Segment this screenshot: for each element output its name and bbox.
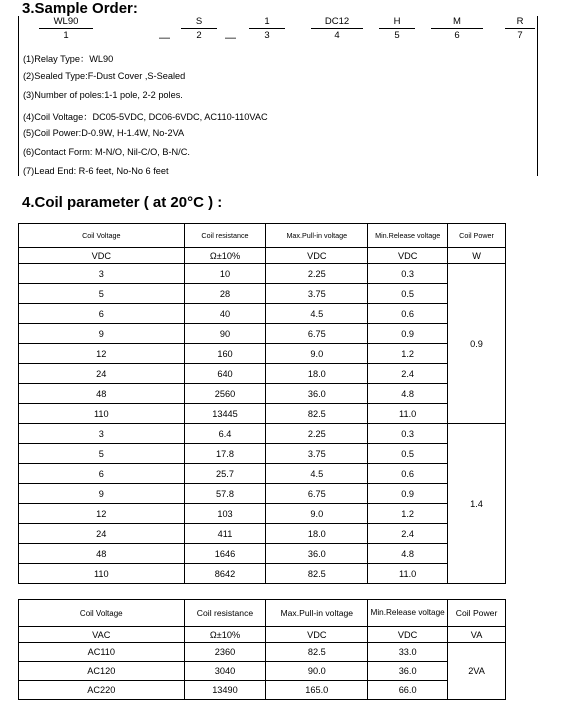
table-cell: 13445 <box>184 404 266 424</box>
table-cell: AC220 <box>19 681 185 700</box>
code-7: R 7 <box>505 16 535 41</box>
table-cell: 1.2 <box>368 344 448 364</box>
table-cell: 4.5 <box>266 304 368 324</box>
table-cell: 411 <box>184 524 266 544</box>
table-cell: 3 <box>19 264 185 284</box>
table-unit-row <box>19 248 506 264</box>
table-cell: 12 <box>19 344 185 364</box>
table-cell: 2360 <box>184 643 266 662</box>
table-row <box>19 662 506 681</box>
table-cell: 11.0 <box>368 404 448 424</box>
table-cell: 24 <box>19 364 185 384</box>
table-cell: 25.7 <box>184 464 266 484</box>
code-4: DC12 4 <box>311 16 363 41</box>
header-coil-voltage: Coil Voltage <box>19 224 185 248</box>
header-min-release: Min.Release voltage <box>368 600 448 627</box>
header-max-pull-in: Max.Pull-in voltage <box>266 224 368 248</box>
table-row <box>19 464 506 484</box>
table-cell: 165.0 <box>266 681 368 700</box>
order-line-1: (1)Relay Type：WL90 <box>23 54 114 64</box>
table-cell: 4.5 <box>266 464 368 484</box>
order-line-7: (7)Lead End: R-6 feet, No-No 6 feet <box>23 166 169 176</box>
order-line-3: (3)Number of poles:1-1 pole, 2-2 poles. <box>23 90 183 100</box>
order-line-6: (6)Contact Form: M-N/O, Nil-C/O, B-N/C. <box>23 147 190 157</box>
table-cell: 160 <box>184 344 266 364</box>
unit: VDC <box>266 248 368 264</box>
table-cell: 9 <box>19 324 185 344</box>
code-2: S 2 <box>181 16 217 41</box>
table-cell: 3.75 <box>266 284 368 304</box>
unit: Ω±10% <box>184 627 266 643</box>
table-cell: 9.0 <box>266 344 368 364</box>
table-cell: 36.0 <box>266 384 368 404</box>
table-cell: 4.8 <box>368 384 448 404</box>
table-row <box>19 264 506 284</box>
table-cell: 90 <box>184 324 266 344</box>
code-6: M 6 <box>431 16 483 41</box>
table-cell: 82.5 <box>266 404 368 424</box>
coil-parameter-title: 4.Coil parameter ( at 20°C ) : <box>22 194 223 211</box>
table-row <box>19 564 506 584</box>
unit: VDC <box>266 627 368 643</box>
code-3: 1 3 <box>249 16 285 41</box>
coil-power-cell: 2VA <box>448 643 506 700</box>
table-cell: 0.6 <box>368 464 448 484</box>
table-cell: 1646 <box>184 544 266 564</box>
table-cell: 13490 <box>184 681 266 700</box>
code-5: H 5 <box>379 16 415 41</box>
header-coil-resistance: Coil resistance <box>184 600 266 627</box>
table-cell: 0.5 <box>368 444 448 464</box>
table-cell: 18.0 <box>266 364 368 384</box>
table-row <box>19 324 506 344</box>
dash: — <box>159 32 170 44</box>
table-cell: 5 <box>19 284 185 304</box>
header-coil-resistance: Coil resistance <box>184 224 266 248</box>
table-cell: 33.0 <box>368 643 448 662</box>
unit: Ω±10% <box>184 248 266 264</box>
table-cell: 4.8 <box>368 544 448 564</box>
table-unit-row <box>19 627 506 643</box>
table-cell: 3.75 <box>266 444 368 464</box>
table-cell: 82.5 <box>266 643 368 662</box>
table-row <box>19 344 506 364</box>
table-cell: 66.0 <box>368 681 448 700</box>
table-cell: 0.9 <box>368 484 448 504</box>
ac-coil-table <box>18 599 506 700</box>
table-cell: 82.5 <box>266 564 368 584</box>
unit: VDC <box>19 248 185 264</box>
table-cell: 2.4 <box>368 364 448 384</box>
header-coil-power: Coil Power <box>448 224 506 248</box>
dc-coil-table <box>18 223 506 584</box>
table-row <box>19 304 506 324</box>
table-cell: 110 <box>19 564 185 584</box>
table-cell: 103 <box>184 504 266 524</box>
table-cell: 24 <box>19 524 185 544</box>
table-row <box>19 544 506 564</box>
unit: VDC <box>368 248 448 264</box>
table-cell: 6.75 <box>266 324 368 344</box>
table-cell: 0.9 <box>368 324 448 344</box>
table-row <box>19 444 506 464</box>
unit: VA <box>448 627 506 643</box>
table-cell: 0.3 <box>368 264 448 284</box>
table-cell: 6 <box>19 464 185 484</box>
table-cell: 57.8 <box>184 484 266 504</box>
table-cell: 36.0 <box>266 544 368 564</box>
table-cell: 40 <box>184 304 266 324</box>
table-cell: 2.25 <box>266 424 368 444</box>
table-row <box>19 404 506 424</box>
unit: VAC <box>19 627 185 643</box>
table-cell: 36.0 <box>368 662 448 681</box>
header-min-release: Min.Release voltage <box>368 224 448 248</box>
table-cell: 0.5 <box>368 284 448 304</box>
table-cell: 640 <box>184 364 266 384</box>
table-cell: 6 <box>19 304 185 324</box>
table-cell: 9 <box>19 484 185 504</box>
table-cell: 90.0 <box>266 662 368 681</box>
table-cell: 9.0 <box>266 504 368 524</box>
table-cell: 0.6 <box>368 304 448 324</box>
table-cell: 110 <box>19 404 185 424</box>
table-row <box>19 643 506 662</box>
table-cell: 10 <box>184 264 266 284</box>
table-header-row <box>19 600 506 627</box>
table-cell: 12 <box>19 504 185 524</box>
header-coil-voltage: Coil Voltage <box>19 600 185 627</box>
table-cell: 6.75 <box>266 484 368 504</box>
table-cell: 48 <box>19 384 185 404</box>
table-cell: 2.4 <box>368 524 448 544</box>
table-row <box>19 384 506 404</box>
table-cell: 18.0 <box>266 524 368 544</box>
table-row <box>19 284 506 304</box>
table-cell: 3040 <box>184 662 266 681</box>
table-cell: 28 <box>184 284 266 304</box>
header-max-pull-in: Max.Pull-in voltage <box>266 600 368 627</box>
table-header-row <box>19 224 506 248</box>
table-cell: 1.2 <box>368 504 448 524</box>
unit: VDC <box>368 627 448 643</box>
code-1: WL90 1 <box>39 16 93 41</box>
table-cell: 11.0 <box>368 564 448 584</box>
table-row <box>19 364 506 384</box>
unit: W <box>448 248 506 264</box>
table-cell: AC120 <box>19 662 185 681</box>
table-row <box>19 484 506 504</box>
table-row <box>19 504 506 524</box>
table-row <box>19 681 506 700</box>
table-cell: 6.4 <box>184 424 266 444</box>
order-line-2: (2)Sealed Type:F-Dust Cover ,S-Sealed <box>23 71 186 81</box>
table-cell: 5 <box>19 444 185 464</box>
sample-order-title: 3.Sample Order: <box>22 0 138 17</box>
table-cell: 0.3 <box>368 424 448 444</box>
table-cell: 3 <box>19 424 185 444</box>
coil-power-cell: 1.4 <box>448 424 506 584</box>
header-coil-power: Coil Power <box>448 600 506 627</box>
table-cell: 48 <box>19 544 185 564</box>
order-line-5: (5)Coil Power:D-0.9W, H-1.4W, No-2VA <box>23 128 185 138</box>
dash: — <box>225 32 236 44</box>
table-row <box>19 424 506 444</box>
order-line-4: (4)Coil Voltage：DC05-5VDC, DC06-6VDC, AC110-110VAC <box>23 112 268 122</box>
table-cell: 2.25 <box>266 264 368 284</box>
sample-order-box <box>18 16 538 176</box>
table-row <box>19 524 506 544</box>
table-cell: 17.8 <box>184 444 266 464</box>
table-cell: AC110 <box>19 643 185 662</box>
coil-power-cell: 0.9 <box>448 264 506 424</box>
table-cell: 2560 <box>184 384 266 404</box>
table-cell: 8642 <box>184 564 266 584</box>
